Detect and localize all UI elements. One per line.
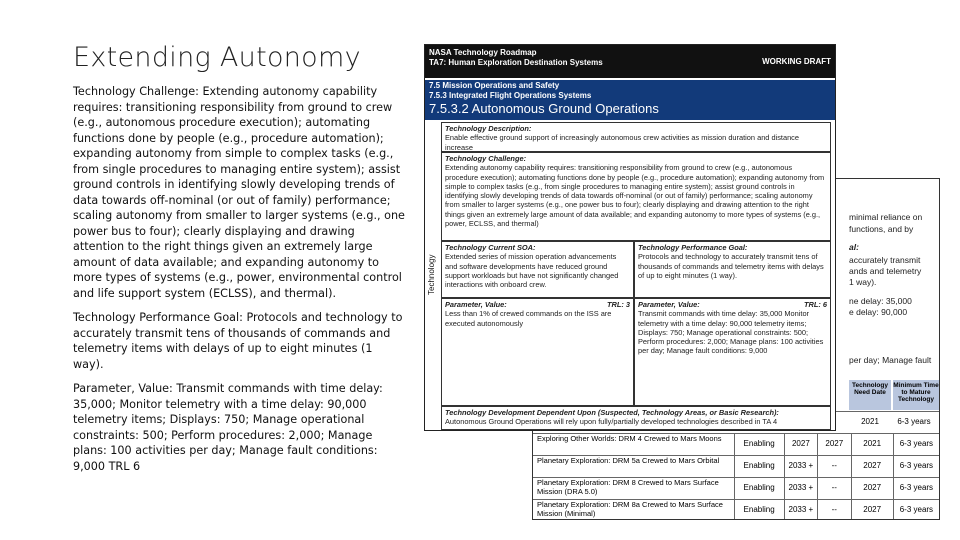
cell: 2021: [861, 417, 879, 426]
cell: 2033 +: [785, 500, 818, 520]
box-heading: Parameter, Value:: [445, 300, 507, 309]
box-heading: Technology Description:: [445, 124, 532, 133]
snippet: e delay: 90,000: [849, 307, 908, 317]
table-row: [533, 499, 939, 520]
table-row: [533, 477, 939, 499]
paragraph-performance-goal: Technology Performance Goal: Protocols and technology to accurately transmit tens of thousands of commands and telemetry items with delays of up to eight minutes (1 way).: [73, 311, 403, 371]
cell: Enabling: [735, 434, 785, 455]
box-text: Transmit commands with time delay: 35,000 Monitor telemetry with a time delay: 90,000 telemetry items; Displays: 750; Manage operational constraints: 500; Perform procedures: 2,000; Manage plans: 100 activities per day; Manage fault conditions: 9,000: [638, 309, 824, 356]
box-performance-goal: [634, 241, 831, 298]
cell: 2027: [852, 456, 894, 477]
cell: Planetary Exploration: DRM 8a Crewed to Mars Surface Mission (Minimal): [533, 500, 735, 520]
nasa-roadmap-image: [424, 44, 836, 431]
box-heading: Technology Performance Goal:: [638, 243, 748, 252]
snippet: minimal reliance on: [849, 212, 923, 222]
box-heading: Technology Development Dependent Upon (Suspected, Technology Areas, or Basic Research):: [445, 408, 779, 417]
cell: 2027: [852, 500, 894, 520]
banner-line1: NASA Technology Roadmap: [429, 48, 537, 57]
table-row: [533, 433, 939, 455]
snippet: ne delay: 35,000: [849, 296, 912, 306]
doc-banner: [425, 45, 835, 78]
trl-label: TRL: 3: [607, 300, 630, 309]
cell: 2021: [852, 434, 894, 455]
cell: --: [818, 500, 851, 520]
cell: 2027: [818, 434, 851, 455]
box-text: Less than 1% of crewed commands on the ISS are executed autonomously: [445, 309, 612, 328]
box-text: Extending autonomy capability requires: transitioning responsibility from ground to crew (e.g., autonomous procedure execution); automating functions done by people (e.g., procedure automation); expanding autonomy from simple to complex tasks (e.g., from single procedures to managing entire system); assist ground controls in identifying slowly developing trends of data towards off-nominal (or out of family) performance; scaling autonomy from smaller to larger systems (e.g., one power bus to four); clearly displaying and drawing attention to the right things given an extremely large amount of data available; and expanding autonomy to more types of systems (e.g., power, ECLSS, and thermal): [445, 163, 825, 229]
header-time-to-mature: Minimum Time to Mature Technology: [893, 380, 939, 410]
cell: Enabling: [735, 500, 785, 520]
box-param-goal: [634, 298, 831, 406]
paragraph-technology-challenge: Technology Challenge: Extending autonomy capability requires: transitioning responsibility from ground to crew (e.g., autonomous procedure execution); automating functions done by people (e.g., procedure automation); expanding autonomy from simple to complex tasks (e.g., from single procedures to managing entire system); assist ground controls in identifying slowly developing trends of data towards off-nominal (or out of family) performance; scaling autonomy from smaller to larger systems (e.g., one power bus to four); clearly displaying and drawing attention to the right things given an extremely large amount of data available; and expanding autonomy to more types of systems (e.g., power, environmental control and life support system (ECLSS), and thermal).: [73, 85, 405, 300]
cell: Enabling: [735, 456, 785, 477]
cell: 6-3 years: [899, 461, 934, 470]
snippet: functions, and by: [849, 224, 914, 234]
cell: 6-3 years: [899, 439, 934, 448]
box-param-current: [441, 298, 634, 406]
cell: 2033 +: [785, 456, 818, 477]
slide-body: [73, 84, 405, 483]
snippet: ands and telemetry: [849, 266, 922, 276]
box-current-soa: [441, 241, 634, 298]
doc-section-header: [425, 80, 835, 120]
paragraph-parameter-value: Parameter, Value: Transmit commands with time delay: 35,000; Monitor telemetry with a time delay: 90,000 telemetry items; Displays: 750; Manage operational constraints: 500; Perform procedures: 2,000; Manage plans: 100 activities per day; Manage fault conditions: 9,000 TRL 6: [73, 382, 383, 473]
trl-label: TRL: 6: [804, 300, 827, 309]
box-description: [441, 122, 831, 152]
section-line2: 7.5.3 Integrated Flight Operations Systems: [429, 91, 592, 100]
cell: Exploring Other Worlds: DRM 4 Crewed to Mars Moons: [533, 434, 735, 455]
box-heading: Parameter, Value:: [638, 300, 700, 309]
snippet: al:: [849, 242, 859, 252]
slide-title: Extending Autonomy: [73, 42, 361, 73]
cell: Enabling: [735, 478, 785, 499]
box-heading: Technology Current SOA:: [445, 243, 536, 252]
cell: --: [818, 478, 851, 499]
cell: --: [818, 456, 851, 477]
table-row: [533, 455, 939, 477]
cell: 6-3 years: [897, 417, 931, 426]
cell: 2027: [852, 478, 894, 499]
cell: Planetary Exploration: DRM 8 Crewed to Mars Surface Mission (DRA 5.0): [533, 478, 735, 499]
header-need-date: Technology Need Date: [849, 380, 891, 410]
cell: Planetary Exploration: DRM 5a Crewed to Mars Orbital: [533, 456, 735, 477]
banner-line2: TA7: Human Exploration Destination Systems: [429, 58, 603, 67]
box-challenge: [441, 152, 831, 241]
side-label: Technology: [427, 254, 436, 295]
cell: 2027: [785, 434, 818, 455]
box-text: Extended series of mission operation advancements and software developments have reduced ground support workloads but have not significantly changed interactions with onboard crew.: [445, 252, 619, 290]
snippet: 1 way).: [849, 277, 877, 287]
banner-working-draft: WORKING DRAFT: [762, 57, 831, 66]
snippet: accurately transmit: [849, 255, 921, 265]
box-heading: Technology Challenge:: [445, 154, 527, 163]
cell: 2033 +: [785, 478, 818, 499]
cell: 6-3 years: [899, 483, 934, 492]
box-text: Protocols and technology to accurately transmit tens of thousands of commands and telemetry items with delays of up to eight minutes (1 way).: [638, 252, 824, 280]
cell: 6-3 years: [899, 505, 934, 514]
section-line1: 7.5 Mission Operations and Safety: [429, 81, 560, 90]
box-text: Enable effective ground support of increasingly autonomous crew activities as mission duration and distance increase: [445, 133, 799, 152]
section-title: 7.5.3.2 Autonomous Ground Operations: [429, 101, 659, 116]
box-text: Autonomous Ground Operations will rely upon fully/partially developed technologies described in TA 4: [445, 417, 778, 427]
box-dependent: [441, 406, 831, 430]
snippet: per day; Manage fault: [849, 355, 932, 365]
